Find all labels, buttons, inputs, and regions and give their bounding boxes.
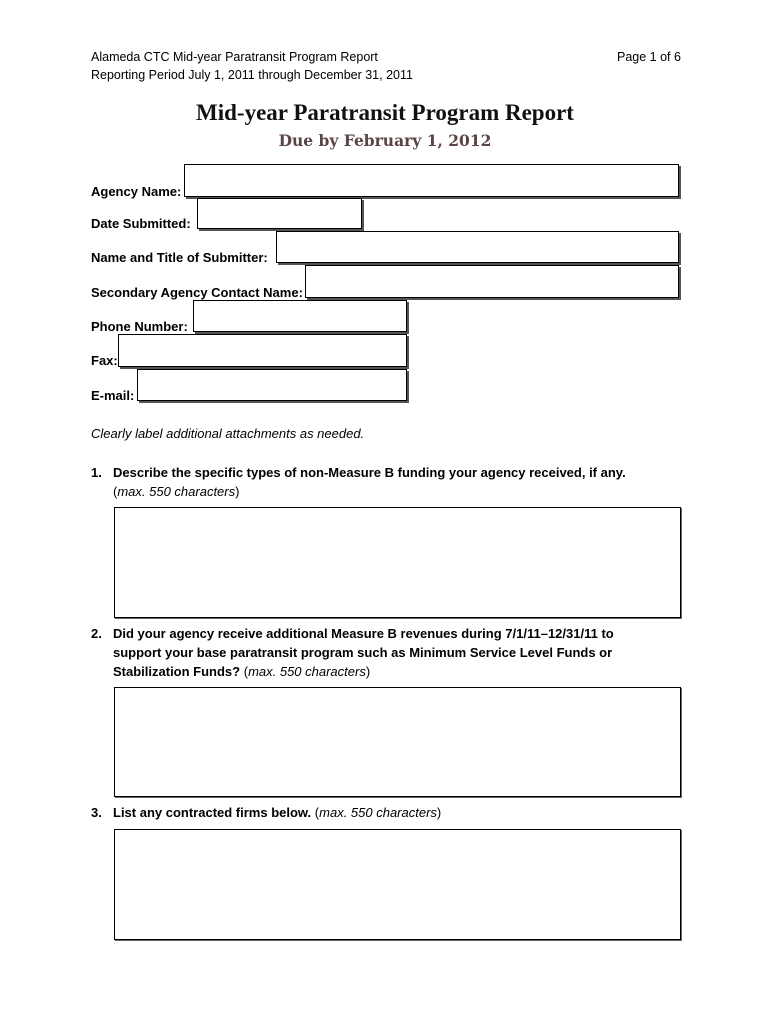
secondary-contact-label: Secondary Agency Contact Name:	[91, 285, 303, 300]
question-2-number: 2.	[91, 626, 102, 641]
question-2-text	[113, 624, 643, 681]
submitter-field[interactable]	[276, 231, 679, 263]
page-number: Page 1 of 6	[617, 50, 681, 64]
header-reporting-period: Reporting Period July 1, 2011 through December 31, 2011	[91, 68, 413, 82]
page-title: Mid-year Paratransit Program Report	[196, 100, 574, 125]
email-label: E-mail:	[91, 388, 135, 403]
question-1-answer[interactable]	[114, 507, 681, 618]
question-1-limit-close: )	[235, 484, 240, 499]
question-3-number: 3.	[91, 805, 102, 820]
due-date: Due by February 1, 2012	[278, 131, 492, 150]
question-3-prompt: List any contracted firms below.	[113, 805, 312, 820]
question-1-limit-open: (	[113, 484, 118, 499]
email-field[interactable]	[137, 369, 407, 401]
question-2-prompt: Did your agency receive additional Measure B revenues during 7/1/11–12/31/11 to support your base paratransit program such as Minimum Service Level Funds or Stabilization Funds?	[113, 626, 614, 679]
secondary-contact-field[interactable]	[305, 265, 679, 298]
fax-label: Fax:	[91, 353, 118, 368]
question-1-limit: max. 550 characters	[117, 484, 236, 499]
question-1-text	[113, 463, 678, 501]
date-submitted-field[interactable]	[197, 198, 362, 229]
fax-field[interactable]	[118, 334, 407, 367]
question-3-limit-open: (	[311, 805, 320, 820]
attachments-note: Clearly label additional attachments as needed.	[91, 426, 365, 441]
question-1-number: 1.	[91, 465, 102, 480]
submitter-label: Name and Title of Submitter:	[91, 250, 268, 265]
question-3-limit: max. 550 characters	[319, 805, 437, 820]
phone-label: Phone Number:	[91, 319, 188, 334]
date-submitted-label: Date Submitted:	[91, 216, 191, 231]
question-3-answer[interactable]	[114, 829, 681, 940]
header-report-name: Alameda CTC Mid-year Paratransit Program Report	[91, 50, 378, 64]
question-2-limit: max. 550 characters	[248, 664, 366, 679]
question-3-limit-close: )	[436, 805, 442, 820]
phone-field[interactable]	[193, 300, 407, 332]
agency-name-label: Agency Name:	[91, 184, 182, 199]
question-3-text	[113, 803, 678, 822]
question-2-limit-close: )	[365, 664, 371, 679]
question-1-prompt: Describe the specific types of non-Measure B funding your agency received, if any.	[113, 465, 626, 480]
question-2-answer[interactable]	[114, 687, 681, 797]
agency-name-field[interactable]	[184, 164, 679, 197]
question-2-limit-open: (	[240, 664, 249, 679]
